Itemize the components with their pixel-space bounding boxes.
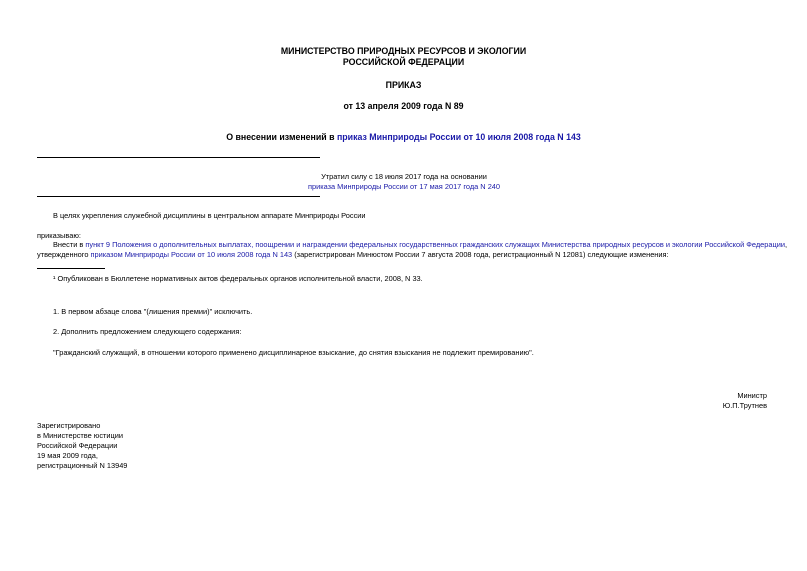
document-type: ПРИКАЗ	[385, 80, 422, 90]
registration-line1: Зарегистрировано	[37, 421, 101, 430]
signature-position: Министр	[737, 391, 767, 400]
separator-bottom	[37, 196, 320, 197]
signature-name: Ю.П.Трутнев	[722, 401, 767, 410]
status-link[interactable]: приказа Минприроды России от 17 мая 2017 года N 240	[307, 182, 501, 191]
footnote-mark: ¹	[53, 274, 56, 283]
preamble-text: В целях укрепления служебной дисциплины в центральном аппарате Минприроды России	[53, 211, 366, 220]
title-prefix: О внесении изменений в	[226, 132, 337, 142]
p1-suffix: ,	[784, 240, 788, 249]
item-1: 1. В первом абзаце слова "(лишения премии)" исключить.	[53, 307, 253, 316]
p1-prefix: Внести в	[53, 240, 86, 249]
title-link[interactable]: приказ Минприроды России от 10 июля 2008 года N 143	[336, 132, 581, 142]
footnote-text: Опубликован в Бюллетене нормативных актов федеральных органов исполнительной власти, 2008, N 33.	[57, 274, 423, 283]
registration-line4: 19 мая 2009 года,	[37, 451, 98, 460]
ministry-name-line2: РОССИЙСКОЙ ФЕДЕРАЦИИ	[342, 57, 465, 67]
registration-line5: регистрационный N 13949	[37, 461, 128, 470]
p2-prefix: утвержденного	[37, 250, 91, 259]
document-date: от 13 апреля 2009 года N 89	[343, 101, 464, 111]
registration-line2: в Министерстве юстиции	[37, 431, 124, 440]
ministry-name-line1: МИНИСТЕРСТВО ПРИРОДНЫХ РЕСУРСОВ И ЭКОЛОГИИ	[280, 46, 527, 56]
footnote	[53, 274, 423, 283]
status-line: Утратил силу с 18 июля 2017 года на основании	[321, 172, 487, 181]
paragraph-line1	[53, 240, 787, 249]
p2-link[interactable]: приказом Минприроды России от 10 июля 2008 года N 143	[90, 250, 293, 259]
footnote-separator	[37, 268, 105, 269]
registration-line3: Российской Федерации	[37, 441, 118, 450]
document-title	[0, 132, 807, 143]
paragraph-line2	[37, 250, 669, 259]
p2-suffix: (зарегистрирован Минюстом России 7 августа 2008 года, регистрационный N 12081) следующие изменения:	[292, 250, 669, 259]
order-word: приказываю:	[37, 231, 81, 240]
item-2: 2. Дополнить предложением следующего содержания:	[53, 327, 242, 336]
separator-top	[37, 157, 320, 158]
quote-text: "Гражданский служащий, в отношении которого применено дисциплинарное взыскание, до снятия взыскания не подлежит премированию".	[53, 348, 534, 357]
p1-link[interactable]: пункт 9 Положения о дополнительных выплатах, поощрении и награждении федеральных государственных гражданских служащих Министерства природных ресурсов и экологии Российской Федерации	[85, 240, 785, 249]
